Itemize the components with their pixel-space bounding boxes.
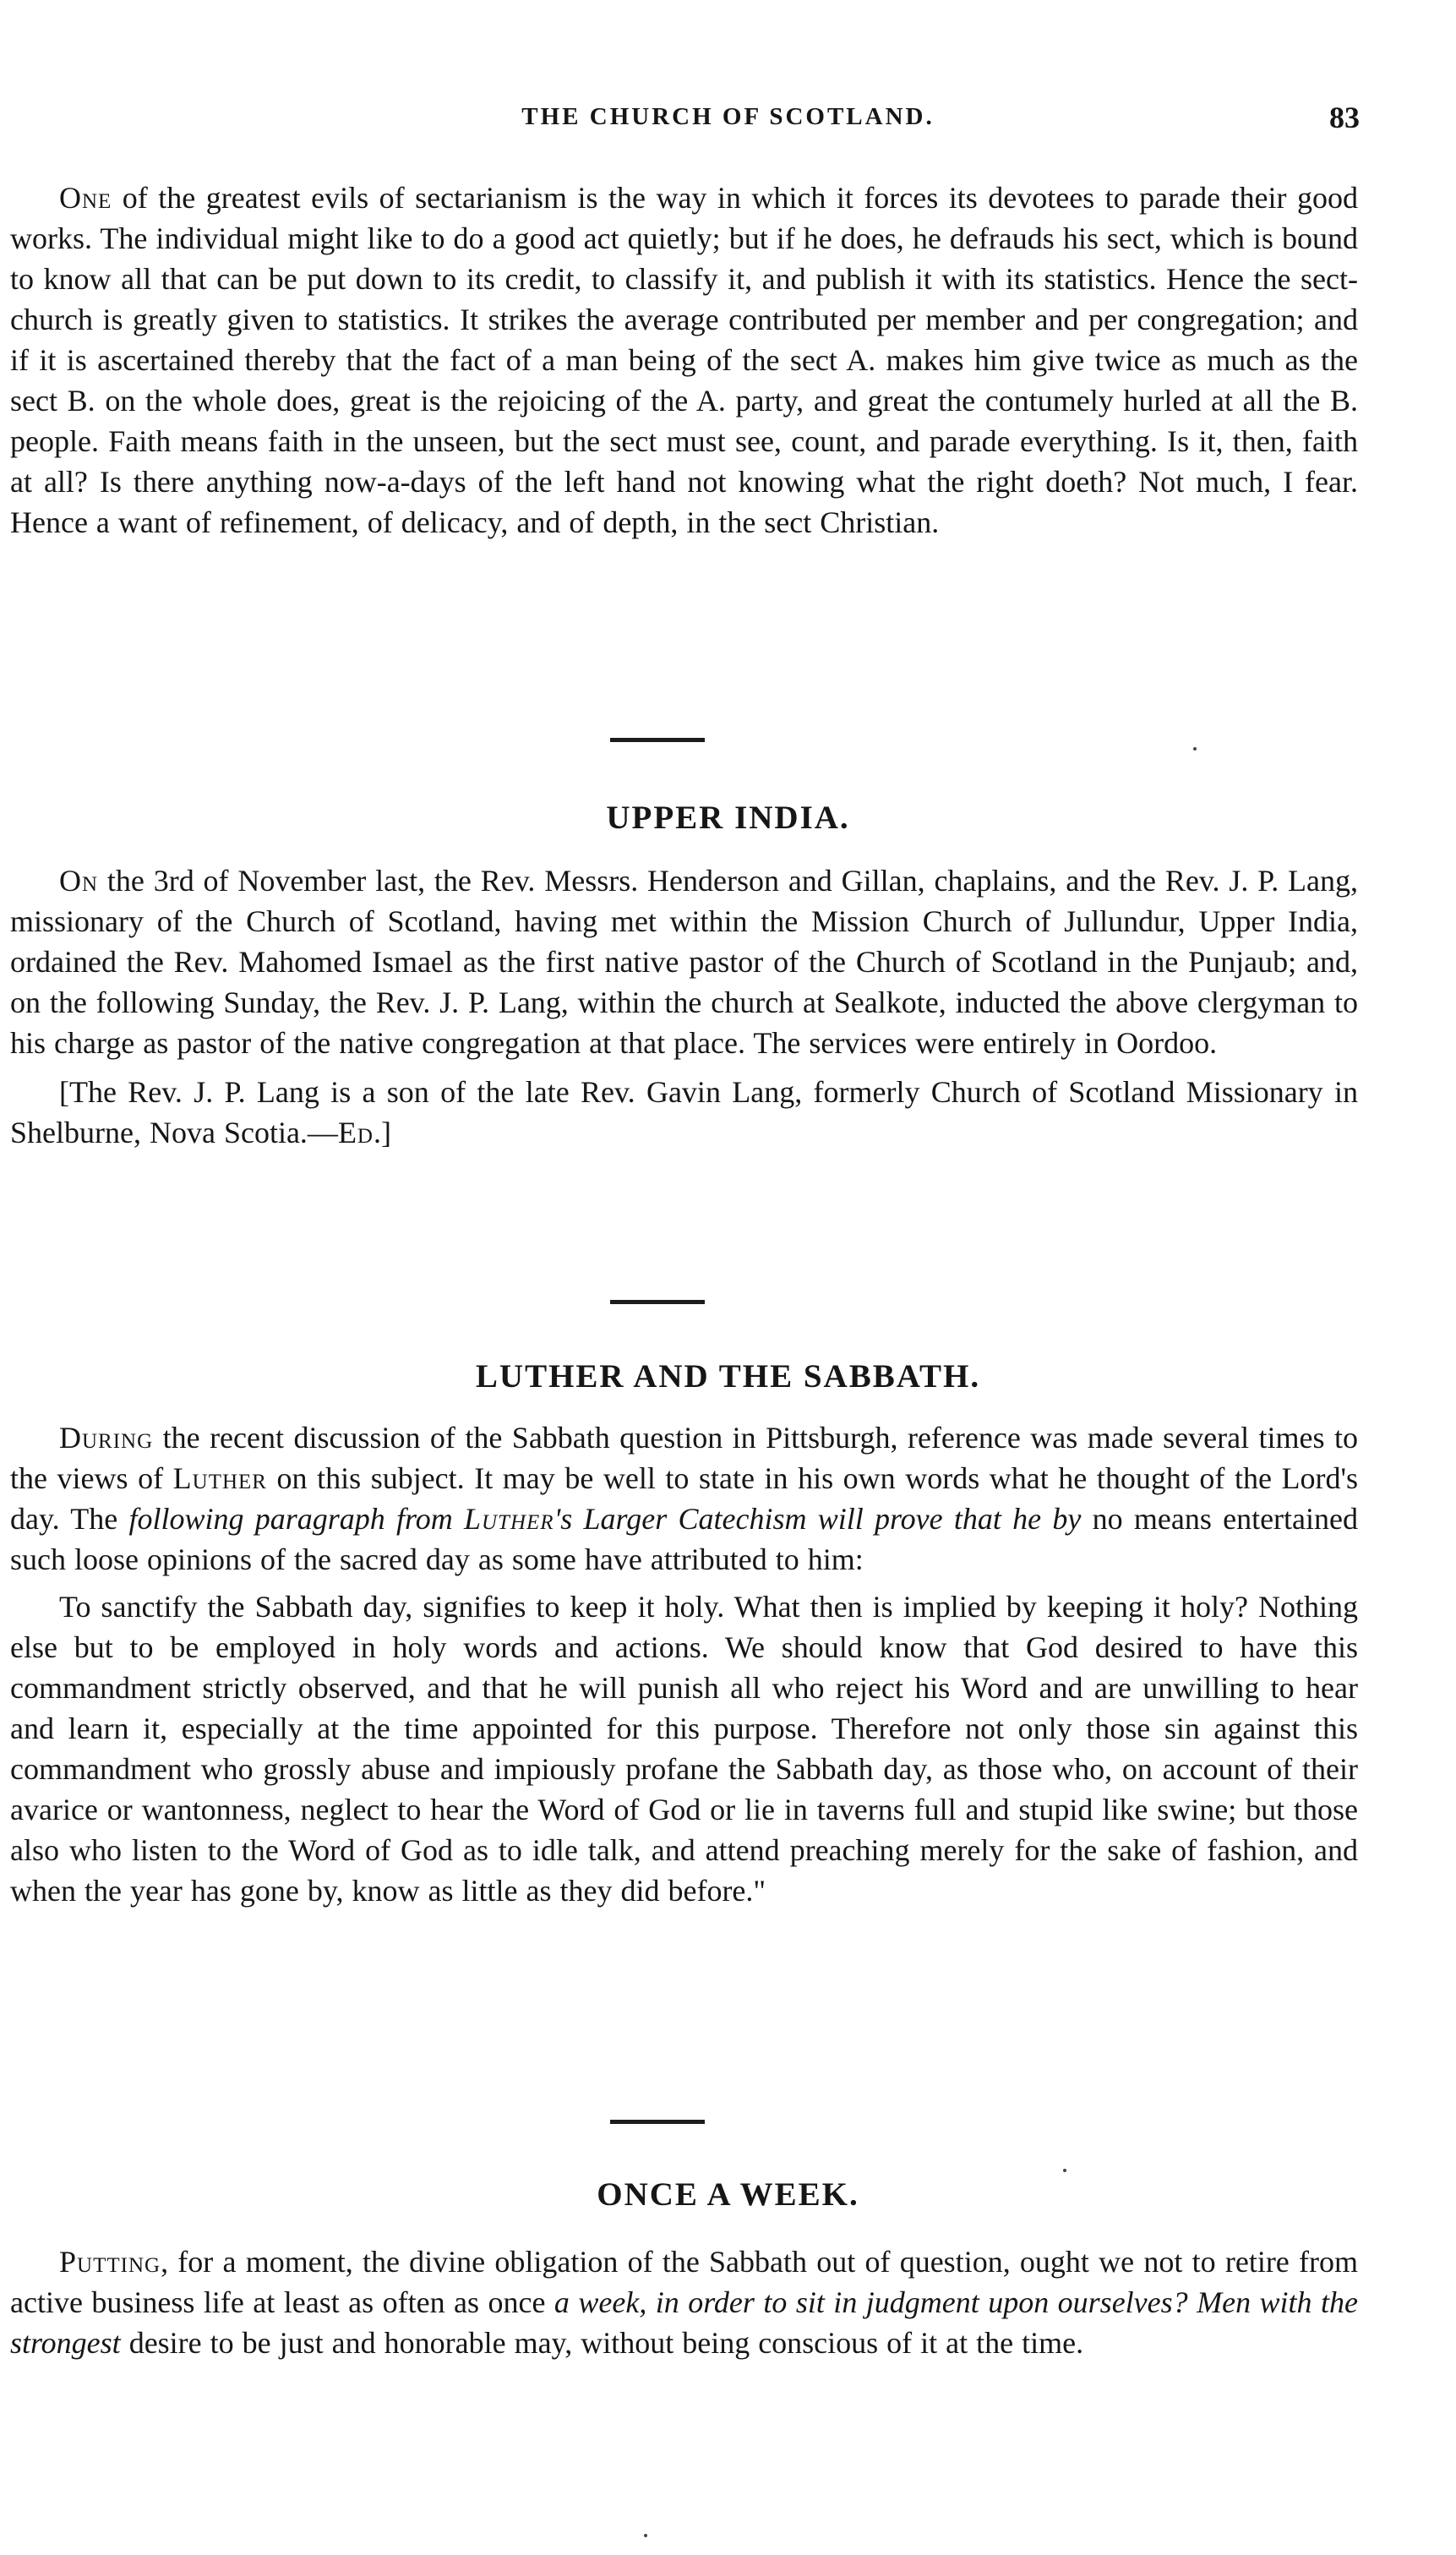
dropcap: Putting: [59, 2245, 161, 2279]
page-number: 83: [1329, 101, 1360, 134]
once-a-week-section: [10, 2241, 1358, 2363]
dropcap: On: [59, 864, 99, 898]
luther-intro-paragraph: [10, 1417, 1358, 1580]
section-divider: [610, 1300, 705, 1304]
scan-speck: [644, 2534, 647, 2537]
luther-section: [10, 1417, 1358, 1911]
once-a-week-paragraph: [10, 2241, 1358, 2363]
editor-note: [10, 1072, 1358, 1153]
italic-text: a week, in order to sit in judgment upon ourselves? Men with the strongest: [10, 2285, 1358, 2360]
section-divider: [610, 2120, 705, 2124]
author-name: Luther: [463, 1502, 554, 1536]
italic-text: following paragraph from: [128, 1502, 464, 1536]
paragraph-text: the recent discussion of the Sabbath question in Pittsburgh, reference was made several times to the views of: [10, 1421, 1358, 1495]
paragraph-text: the 3rd of November last, the Rev. Messrs. Henderson and Gillan, chaplains, and the Rev. J. P. Lang, missionary of the Church of Scotland, having met within the Mission Church of Jullundur, Upper India, ordained the Rev. Mahomed Ismael as the first native pastor of the Church of Scotland in the Punjaub; and, on the following Sunday, the Rev. J. P. Lang, within the church at Sealkote, inducted the above clergyman to his charge as pastor of the native congregation at that place. The services were entirely in Oordoo.: [10, 864, 1358, 1060]
editor-note-end: .]: [373, 1116, 391, 1149]
dropcap: During: [59, 1421, 154, 1455]
editor-mark: Ed: [337, 1116, 374, 1149]
dropcap: One: [59, 181, 112, 215]
paragraph-text: desire to be just and honorable may, without being conscious of it at the time.: [120, 2326, 1084, 2360]
section-heading-once-a-week: ONCE A WEEK.: [597, 2176, 859, 2213]
upper-india-paragraph: [10, 860, 1358, 1063]
section-divider: [610, 738, 705, 742]
sectarianism-paragraph: [10, 177, 1358, 543]
section-heading-upper-india: UPPER INDIA.: [606, 800, 850, 836]
paragraph-text: , for a moment, the divine obligation of the Sabbath out of question, ought we not to retire from active business life at least as often as once: [10, 2245, 1358, 2319]
luther-quote-paragraph: To sanctify the Sabbath day, signifies to keep it holy. What then is implied by keeping it holy? Nothing else but to be employed in holy words and actions. We should know that God desired to have this commandment strictly observed, and that he will punish all who reject his Word and are unwilling to hear and learn it, especially at the time appointed for this purpose. Therefore not only those sin against this commandment who grossly abuse and impiously profane the Sabbath day, as those who, on account of their avarice or wantonness, neglect to hear the Word of God or lie in taverns full and stupid like swine; but those also who listen to the Word of God as to idle talk, and attend preaching merely for the sake of fashion, and when the year has gone by, know as little as they did before.": [10, 1590, 1358, 1908]
paragraph-text: on this subject. It may be well to state in his own words what he thought of the Lord's day. The: [10, 1461, 1358, 1536]
running-title: THE CHURCH OF SCOTLAND.: [521, 103, 935, 130]
paragraph-text: of the greatest evils of sectarianism is the way in which it forces its devotees to parade their good works. The individual might like to do a good act quietly; but if he does, he defrauds his sect, which is bound to know all that can be put down to its credit, to classify it, and publish it with its statistics. Hence the sect-church is greatly given to statistics. It strikes the average contributed per member and per congregation; and if it is ascertained thereby that the fact of a man being of the sect A. makes him give twice as much as the sect B. on the whole does, great is the rejoicing of the A. party, and great the contumely hurled at all the B. people. Faith means faith in the unseen, but the sect must see, count, and parade everything. Is it, then, faith at all? Is there anything now-a-days of the left hand not knowing what the right doeth? Not much, I fear. Hence a want of refinement, of delicacy, and of depth, in the sect Christian.: [10, 181, 1358, 539]
running-head: [0, 100, 1456, 134]
scan-speck: [1193, 747, 1197, 751]
italic-text: 's Larger Catechism will prove that he by: [553, 1502, 1082, 1536]
author-name: Luther: [172, 1461, 267, 1495]
editor-note-text: [The Rev. J. P. Lang is a son of the late Rev. Gavin Lang, formerly Church of Scotland Missionary in Shelburne, Nova Scotia.—: [10, 1075, 1358, 1149]
scan-speck: [1063, 2169, 1066, 2172]
paragraph-text: no means entertained such loose opinions of the sacred day as some have attributed to him:: [10, 1502, 1359, 1576]
upper-india-section: [10, 860, 1358, 1153]
section-heading-luther: LUTHER AND THE SABBATH.: [475, 1358, 981, 1395]
sectarianism-section: [10, 177, 1358, 543]
